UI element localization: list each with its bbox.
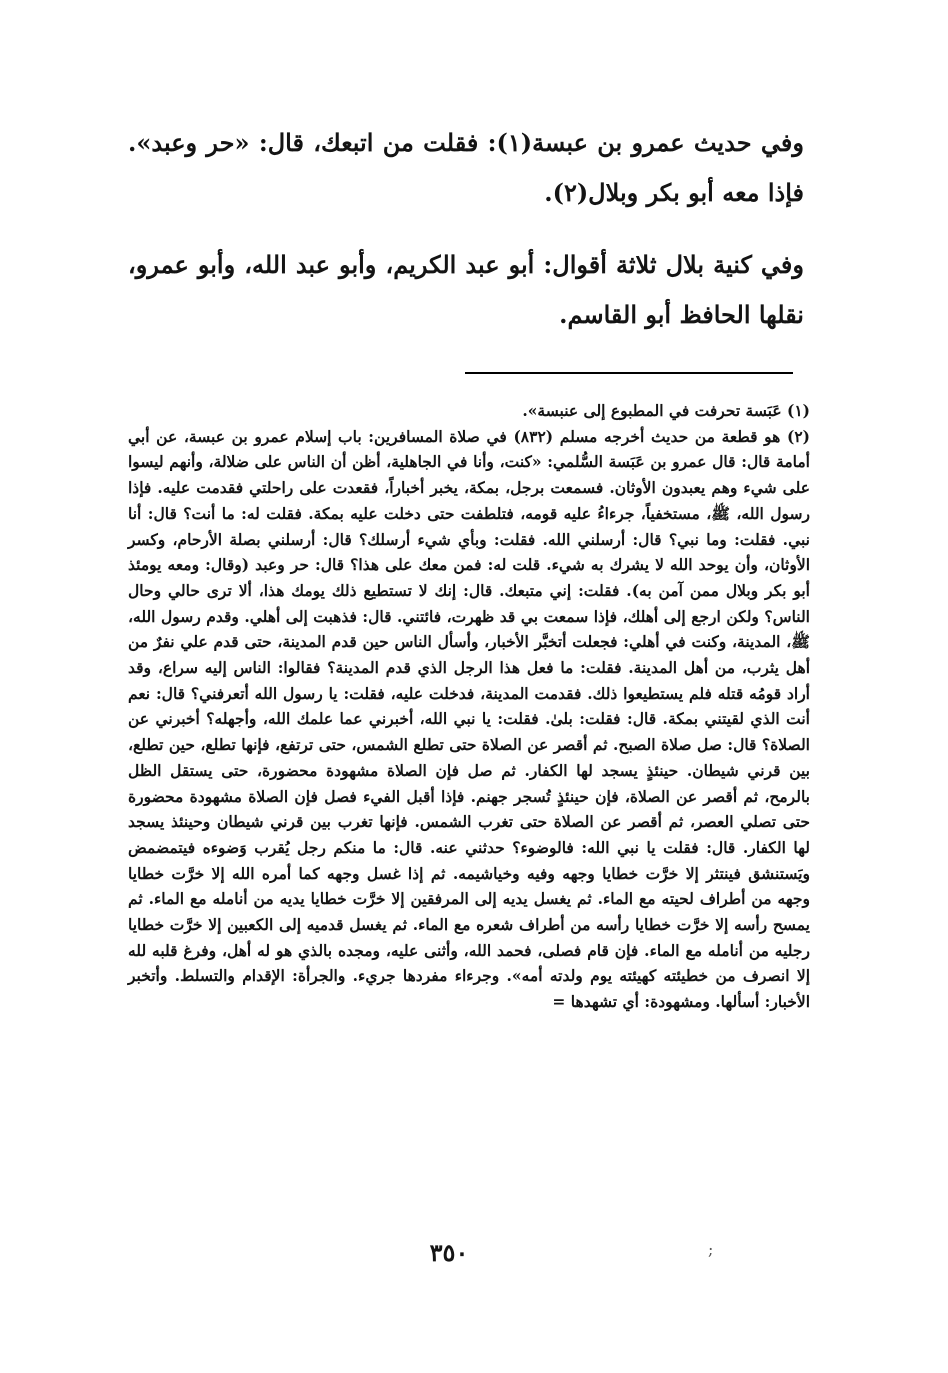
main-text: [128, 118, 804, 362]
footnote-separator: [465, 372, 793, 374]
main-paragraph-2: وفي كنية بلال ثلاثة أقوال: أبو عبد الكريم، وأبو عبد الله، وأبو عمرو، نقلها الحافظ أبو القاسم.: [128, 250, 804, 329]
margin-mark: ;: [708, 1240, 714, 1259]
page-number: ٣٥٠: [429, 1238, 469, 1267]
footnotes: [128, 398, 810, 1015]
footnote-2: (٢) هو قطعة من حديث أخرجه مسلم (٨٣٢) في صلاة المسافرين: باب إسلام عمرو بن عبسة، عن أبي أمامة قال: قال عمرو بن عَبَسة السُّلمي: «كنت، وأنا في الجاهلية، أظن أن الناس على ضلالة، وأنهم ليسوا على شيء وهم يعبدون الأوثان. فسمعت برجل، بمكة، يخبر أخباراً، فقعدت على راحلتي فقدمت عليه. فإذا رسول الله، ﷺ، مستخفياً، جرءاءُ عليه قومه، فتلطفت حتى دخلت عليه بمكة. فقلت له: ما أنت؟ قال: أنا نبي. فقلت: وما نبي؟ قال: أرسلني الله. فقلت: وبأي شيء أرسلك؟ قال: أرسلني بصلة الأرحام، وكسر الأوثان، وأن يوحد الله لا يشرك به شيء. قلت له: فمن معك على هذا؟ قال: حر وعبد (وقال: ومعه يومئذ أبو بكر وبلال ممن آمن به). فقلت: إني متبعك. قال: إنك لا تستطيع ذلك يومك هذا، ألا ترى حالي وحال الناس؟ ولكن ارجع إلى أهلك، فإذا سمعت بي قد ظهرت، فائتني. قال: فذهبت إلى أهلي. وقدم رسول الله، ﷺ، المدينة، وكنت في أهلي: فجعلت أتخبَّر الأخبار، وأسأل الناس حين قدم المدينة، حتى قدم علي نفرٌ من أهل يثرب، من أهل المدينة. فقلت: ما فعل هذا الرجل الذي قدم المدينة؟ فقالوا: الناس إليه سراع، وقد أراد قومُه قتله فلم يستطيعوا ذلك. فقدمت المدينة، فدخلت عليه، فقلت: يا رسول الله أتعرفني؟ قال: نعم أنت الذي لقيتني بمكة. قال: فقلت: بلىٰ. فقلت: يا نبي الله، أخبرني عما علمك الله، وأجهله؟ أخبرني عن الصلاة؟ قال: صل صلاة الصبح. ثم أقصر عن الصلاة حتى تطلع الشمس، حتى ترتفع، فإنها تطلع، حين تطلع، بين قرني شيطان. حينئذٍ يسجد لها الكفار. ثم صل فإن الصلاة مشهودة محضورة، حتى يستقل الظل بالرمح، ثم أقصر عن الصلاة، فإن حينئذٍ تُسجر جهنم. فإذا أقبل الفيء فصل فإن الصلاة مشهودة محضورة حتى تصلي العصر، ثم أقصر عن الصلاة حتى تغرب الشمس. فإنها تغرب بين قرني شيطان وحينئذ يسجد لها الكفار. قال: فقلت يا نبي الله: فالوضوء؟ حدثني عنه. قال: ما منكم رجل يُقرب وَضوءه فيتمضمض ويَستنشق فينتثر إلا خرَّت خطايا وجهه وفيه وخياشيمه. ثم إذا غسل وجهه كما أمره الله إلا خرَّت خطايا وجهه من أطراف لحيته مع الماء. ثم يغسل يديه إلى المرفقين إلا خرَّت خطايا يديه من أنامله مع الماء. ثم يمسح رأسه إلا خرَّت خطايا رأسه من أطراف شعره مع الماء. ثم يغسل قدميه إلى الكعبين إلا خرَّت خطايا رجليه من أنامله مع الماء. فإن قام فصلى، فحمد الله، وأثنى عليه، ومجده بالذي هو له أهل، وفرغ قلبه لله إلا انصرف من خطيئته كهيئته يوم ولدته أمه». وجرءاء مفردها جريء. والجرأة: الإقدام والتسلط. وأتخبر الأخبار: أسألها. ومشهودة: أي تشهدها =: [128, 426, 811, 1012]
main-paragraph-1: وفي حديث عمرو بن عبسة(١): فقلت من اتبعك، قال: «حر وعبد». فإذا معه أبو بكر وبلال(٢).: [128, 128, 804, 207]
footnote-1: (١) عَبَسة تحرفت في المطبوع إلى عنبسة».: [522, 401, 810, 420]
